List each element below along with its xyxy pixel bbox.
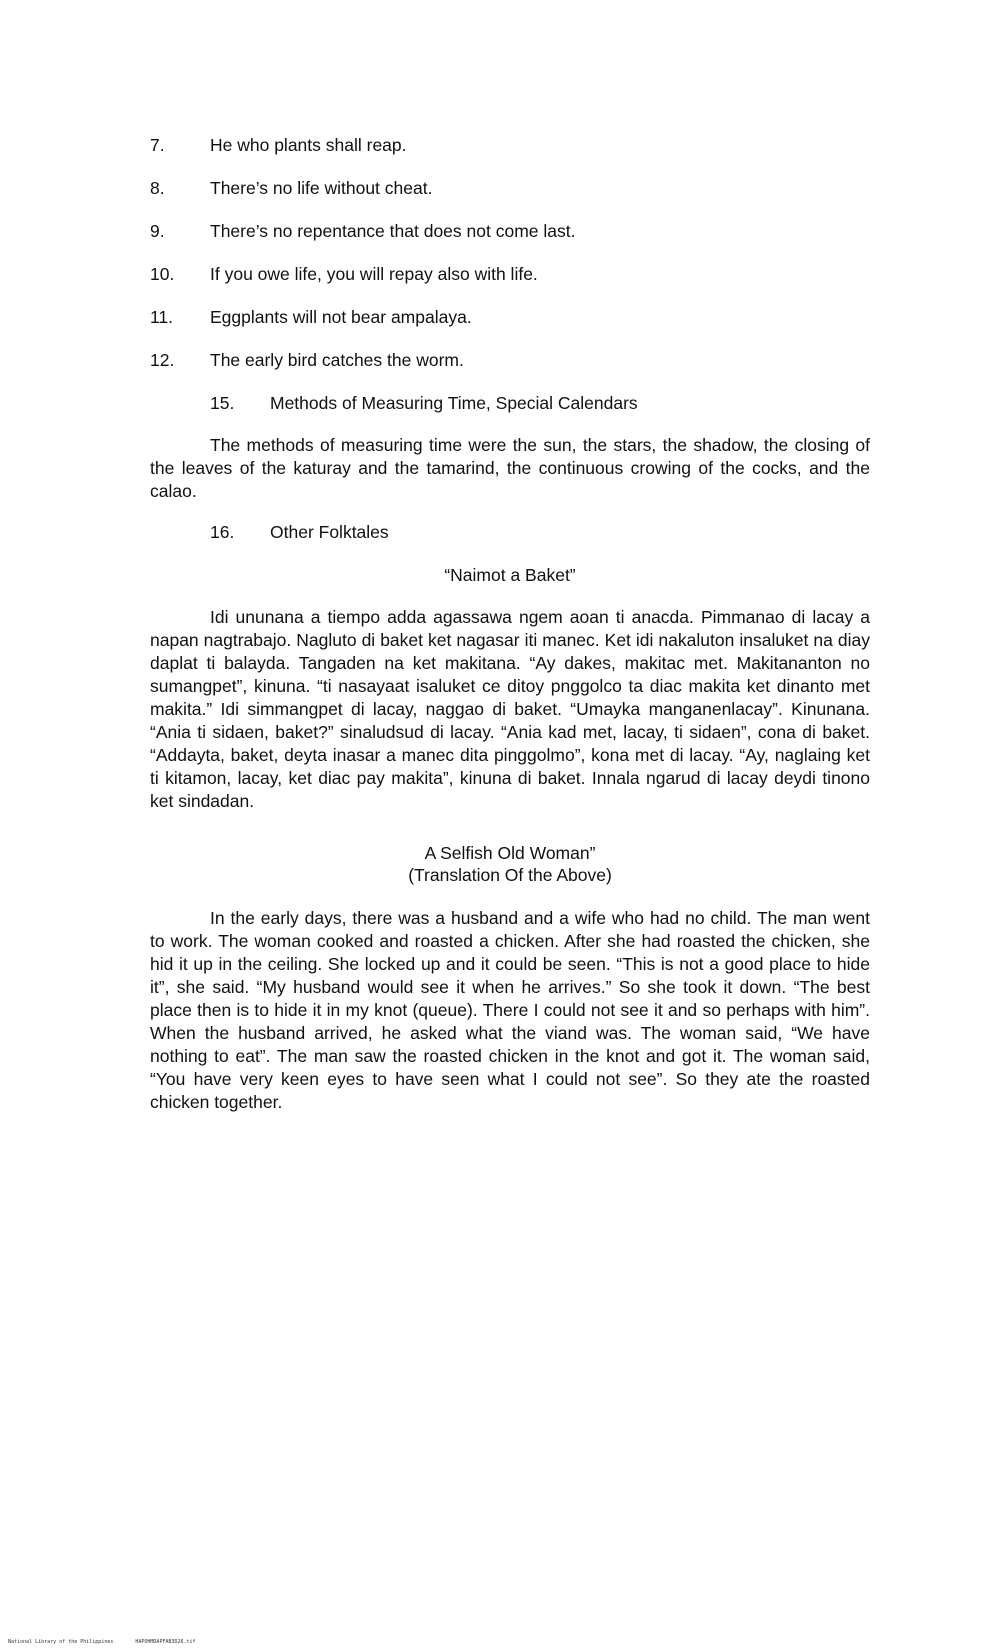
list-item-text: The early bird catches the worm. <box>210 350 464 370</box>
list-item <box>150 349 464 371</box>
section-title: Other Folktales <box>270 522 389 542</box>
list-item-number: 10. <box>150 264 175 284</box>
list-item <box>150 220 575 242</box>
list-item <box>150 263 538 285</box>
list-item-text: Eggplants will not bear ampalaya. <box>210 307 472 327</box>
folktale-title: “Naimot a Baket” <box>444 565 576 585</box>
list-item-text: If you owe life, you will repay also with life. <box>210 264 538 284</box>
list-item-number: 9. <box>150 221 165 241</box>
list-item-text: He who plants shall reap. <box>210 135 407 155</box>
footer-library: National Library of the Philippines <box>8 1639 114 1645</box>
section-heading-16 <box>210 521 389 543</box>
list-item-number: 11. <box>150 307 174 327</box>
footer-file: HAPOHMDAPFAB3D26.tif <box>135 1639 196 1645</box>
list-item-number: 8. <box>150 178 165 198</box>
list-item-number: 12. <box>150 350 175 370</box>
folktale-body: Idi ununana a tiempo adda agassawa ngem aoan ti anacda. Pimmanao di lacay a napan nagtrabajo. Nagluto di baket ket nagasar iti manec. Ket idi nakaluton insaluket na diay daplat ti balayda. Tangaden na ket makitana. “Ay dakes, makitac met. Makitananton no sumangpet”, kinuna. “ti nasayaat isaluket ce ditoy pnggolco ta diac makita ket dinanto met makita.” Idi simmangpet di lacay, naggao di baket. “Umayka manganenlacay”. Kinunana. “Ania ti sidaen, baket?” sinaludsud di lacay. “Ania kad met, lacay, ti sidaen”, cona di baket. “Addayta, baket, deyta inasar a manec dita pinggolmo”, kona met di lacay. “Ay, naglaing ket ti kitamon, lacay, ket diac pay makita”, kinuna di baket. Innala ngarud di lacay deydi tinono ket sindadan. <box>150 607 870 811</box>
section-number: 16. <box>210 522 235 542</box>
list-item <box>150 306 472 328</box>
section-title: Methods of Measuring Time, Special Calendars <box>270 393 638 413</box>
section-number: 15. <box>210 393 235 413</box>
list-item-text: There’s no life without cheat. <box>210 178 433 198</box>
list-item-text: There’s no repentance that does not come last. <box>210 221 576 241</box>
scan-footer <box>8 1639 196 1645</box>
list-item <box>150 134 407 156</box>
list-item <box>150 177 432 199</box>
translation-body: In the early days, there was a husband and a wife who had no child. The man went to work. The woman cooked and roasted a chicken. After she had roasted the chicken, she hid it up in the ceiling. She locked up and it could be seen. “This is not a good place to hide it”, she said. “My husband would see it when he arrives.” So she took it down. “The best place then is to hide it in my knot (queue). There I could not see it and so perhaps with him”. When the husband arrived, he asked what the viand was. The woman said, “We have nothing to eat”. The man saw the roasted chicken in the knot and got it. The woman said, “You have very keen eyes to have seen what I could not see”. So they ate the roasted chicken together. <box>150 908 870 1112</box>
list-item-number: 7. <box>150 135 165 155</box>
section-15-body: The methods of measuring time were the sun, the stars, the shadow, the closing of the leaves of the katuray and the tamarind, the continuous crowing of the cocks, and the calao. <box>150 435 870 501</box>
translation-title: A Selfish Old Woman” <box>424 843 596 863</box>
section-heading-15 <box>210 392 638 414</box>
translation-subtitle: (Translation Of the Above) <box>408 865 612 885</box>
